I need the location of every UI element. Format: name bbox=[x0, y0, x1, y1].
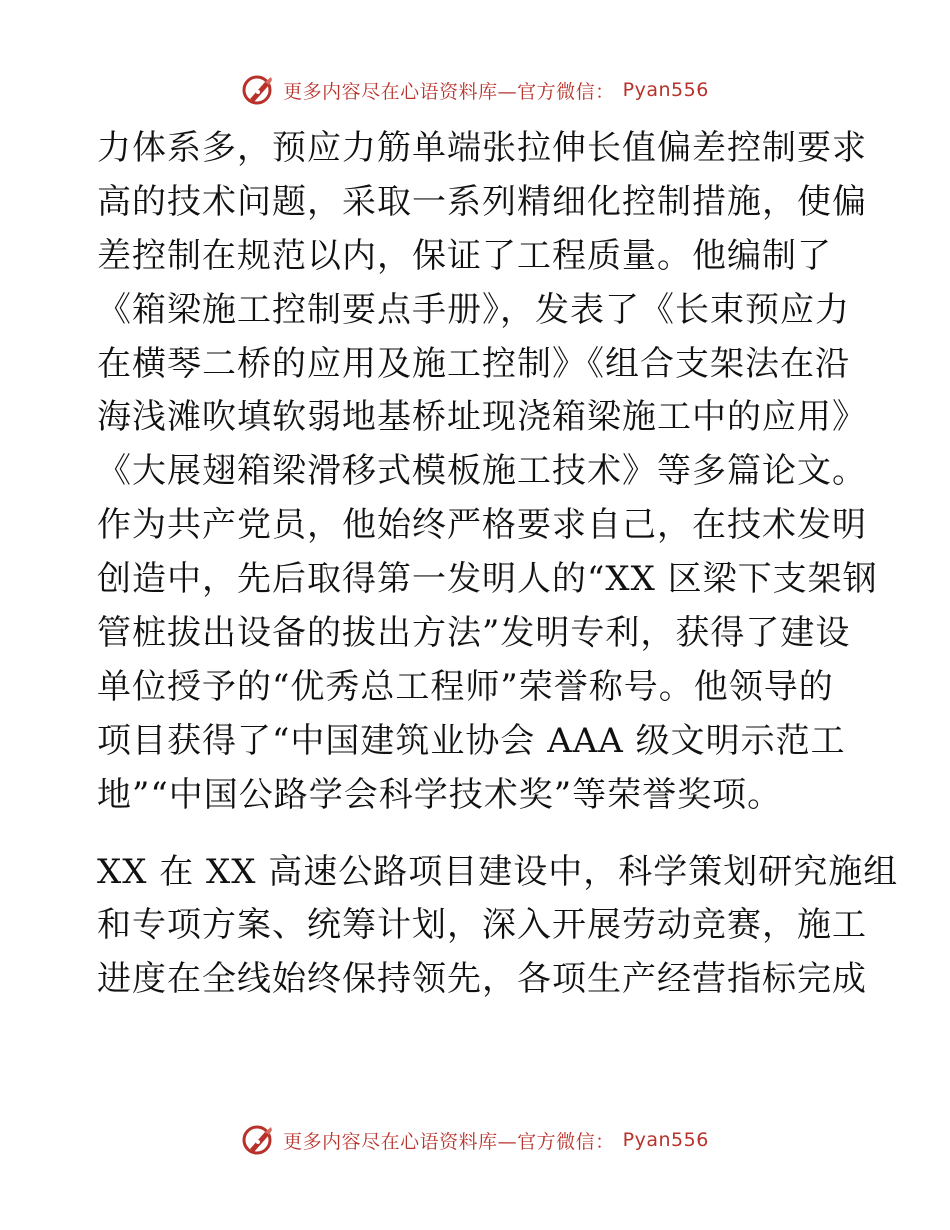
text-line: XX 在 XX 高速公路项目建设中，科学策划研究施组 bbox=[97, 851, 899, 892]
header-banner bbox=[0, 70, 950, 110]
paragraph-gap bbox=[97, 823, 857, 846]
header-wechat-id: Pyan556 bbox=[622, 79, 709, 101]
footer-banner bbox=[0, 1120, 950, 1160]
text-line: 高的技术问题，采取一系列精细化控制措施，使偏 bbox=[97, 181, 867, 222]
text-line: 地”“中国公路学会科学技术奖”等荣誉奖项。 bbox=[97, 774, 783, 815]
text-line: 海浅滩吹填软弱地基桥址现浇箱梁施工中的应用》 bbox=[97, 397, 867, 438]
text-line: 创造中，先后取得第一发明人的“XX 区梁下支架钢 bbox=[97, 559, 878, 600]
text-line: 力体系多，预应力筋单端张拉伸长值偏差控制要求 bbox=[97, 128, 867, 168]
paragraph-1 bbox=[97, 122, 878, 823]
footer-wechat-id: Pyan556 bbox=[622, 1129, 709, 1151]
header-site-text: 更多内容尽在心语资料库—官方微信： bbox=[283, 80, 615, 103]
text-line: 《箱梁施工控制要点手册》，发表了《长束预应力 bbox=[97, 289, 850, 330]
text-line: 项目获得了“中国建筑业协会 AAA 级文明示范工 bbox=[97, 720, 846, 761]
text-line: 《大展翅箱梁滑移式模板施工技术》等多篇论文。 bbox=[97, 451, 867, 492]
text-line: 管桩拔出设备的拔出方法”发明专利，获得了建设 bbox=[97, 613, 851, 654]
pen-nib-logo-icon bbox=[241, 1123, 275, 1157]
text-line: 进度在全线始终保持领先，各项生产经营指标完成 bbox=[97, 959, 867, 1000]
document-body bbox=[97, 122, 899, 1007]
text-line: 作为共产党员，他始终严格要求自己，在技术发明 bbox=[97, 505, 867, 546]
pen-nib-logo-icon bbox=[241, 73, 275, 107]
text-line: 差控制在规范以内，保证了工程质量。他编制了 bbox=[97, 235, 832, 276]
text-line: 和专项方案、统筹计划，深入开展劳动竞赛，施工 bbox=[97, 905, 867, 946]
footer-site-text: 更多内容尽在心语资料库—官方微信： bbox=[283, 1130, 615, 1153]
text-line: 在横琴二桥的应用及施工控制》《组合支架法在沿 bbox=[97, 343, 850, 384]
text-line: 单位授予的“优秀总工程师”荣誉称号。他领导的 bbox=[97, 666, 834, 707]
paragraph-2 bbox=[97, 846, 899, 1008]
